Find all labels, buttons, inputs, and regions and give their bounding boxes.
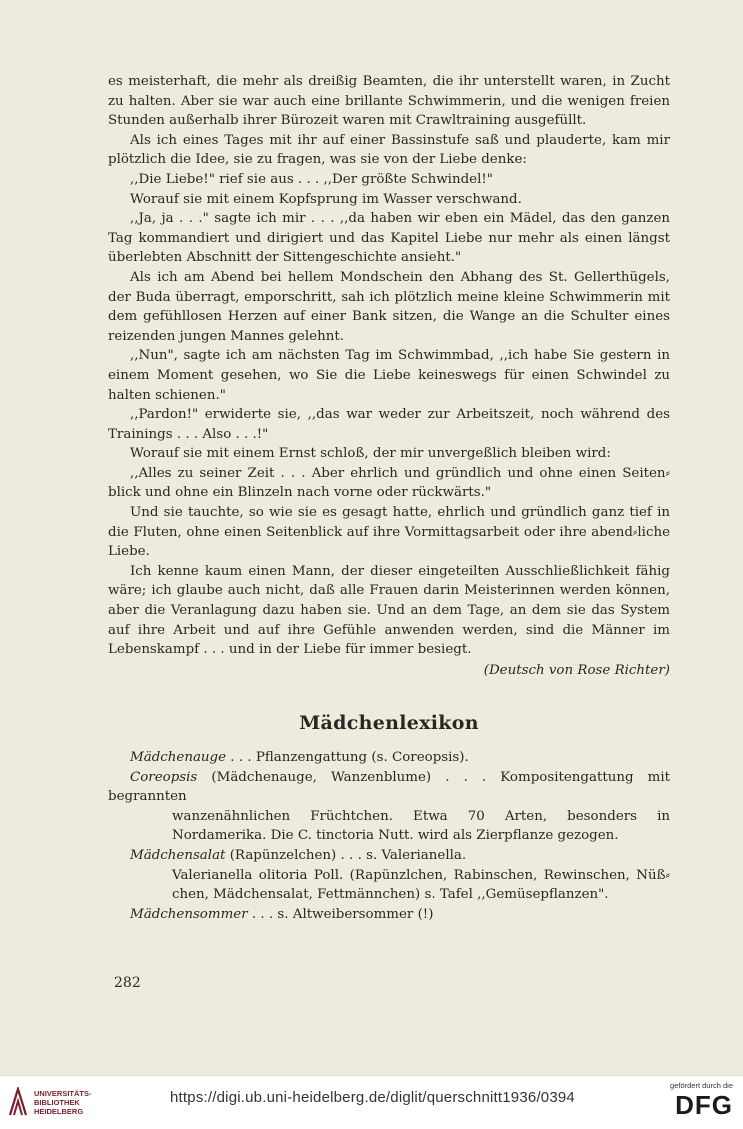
lexicon-definition: (Mädchenauge, Wanzenblume) . . . Kompositengattung mit begrannten: [108, 769, 670, 805]
paragraph-6: ,,Nun", sagte ich am nächsten Tag im Schwimmbad, ,,ich habe Sie gestern in einem Moment gesehen, wo Sie die Liebe keineswegs für einen Schwindel zu halten schienen.": [108, 348, 670, 403]
page-text: [108, 72, 670, 924]
paragraph-7: ,,Pardon!" erwiderte sie, ,,das war weder zur Arbeitszeit, noch während des Trainings . . . Also . . .!": [108, 407, 670, 442]
viewer-footer: [0, 1075, 743, 1129]
library-name: [34, 1089, 92, 1116]
lexicon-term: Mädchensalat: [130, 847, 226, 863]
page-number: 282: [114, 975, 141, 991]
library-seal-icon: [8, 1087, 28, 1117]
dfg-wordmark: DFG: [675, 1090, 733, 1120]
paragraph-8: Worauf sie mit einem Ernst schloß, der mir unvergeßlich bleiben wird:: [130, 446, 611, 462]
paragraph-11: Ich kenne kaum einen Mann, der dieser eingeteilten Ausschließlichkeit fähig wäre; ich glaube auch nicht, daß alle Frauen darin Meisterinnen werden können, aber die Veranlagung dazu haben sie. Und an dem Tage, an dem sie das System auf ihre Arbeit und auf ihre Gefühle anwenden werden, sind die Männer im Lebenskampf . . . und in der Liebe für immer besiegt.: [108, 563, 670, 658]
lexicon-term: Mädchensommer: [130, 906, 248, 922]
lexicon-entry: [108, 748, 670, 768]
dfg-logo[interactable]: [670, 1081, 733, 1120]
section-title: Mädchenlexikon: [299, 712, 479, 735]
paragraph-10: Und sie tauchte, so wie sie es gesagt hatte, ehrlich und gründlich ganz tief in die Fluten, ohne einen Seitenblick auf ihre Vormittagsarbeit oder ihre abend⸗liche Liebe.: [108, 505, 670, 560]
library-name-line: HEIDELBERG: [34, 1107, 84, 1116]
paragraph-3: Worauf sie mit einem Kopfsprung im Wasser verschwand.: [130, 191, 522, 207]
library-name-line: UNIVERSITÄTS-: [34, 1089, 92, 1098]
paragraph-1: Als ich eines Tages mit ihr auf einer Bassinstufe saß und plauderte, kam mir plötzlich die Idee, sie zu fragen, was sie von der Liebe denke:: [108, 132, 670, 168]
library-logo[interactable]: [8, 1083, 108, 1123]
lexicon-continuation: Valerianella olitoria Poll. (Rapünzlchen, Rabinschen, Rewinschen, Nüß⸗chen, Mädchensalat, Fettmännchen) s. Tafel ,,Gemüsepflanzen".: [172, 867, 670, 903]
paragraph-0: es meisterhaft, die mehr als dreißig Beamten, die ihr unterstellt waren, in Zucht zu halten. Aber sie war auch eine brillante Schwimmerin, und die wenigen freien Stunden außerhalb ihrer Bürozeit waren mit Crawltraining ausgefüllt.: [108, 74, 670, 129]
lexicon-definition: . . . Pflanzengattung (s. Coreopsis).: [226, 750, 469, 765]
funded-by-label: gefördert durch die: [670, 1081, 733, 1090]
paragraph-4: ,,Ja, ja . . ." sagte ich mir . . . ,,da haben wir eben ein Mädel, das den ganzen Tag kommandiert und dirigiert und das Kapitel Liebe nur mehr als einen längst überlebten Abschnitt der Sittengeschichte ansieht.": [108, 211, 670, 266]
paragraph-2: ,,Die Liebe!" rief sie aus . . . ,,Der größte Schwindel!": [130, 171, 493, 187]
lexicon-term: Coreopsis: [130, 769, 198, 785]
lexicon-entry: [108, 846, 670, 905]
lexicon-definition: . . . s. Altweibersommer (!): [247, 906, 434, 922]
paragraph-9: ,,Alles zu seiner Zeit . . . Aber ehrlich und gründlich und ohne einen Seiten⸗blick und ohne ein Blinzeln nach vorne oder rückwärts.": [108, 465, 670, 501]
lexicon-entry: [108, 768, 670, 846]
lexicon-term: Mädchenauge: [130, 750, 227, 765]
permalink[interactable]: https://digi.ub.uni-heidelberg.de/diglit/querschnitt1936/0394: [170, 1089, 575, 1106]
lexicon-entry: [108, 905, 670, 925]
lexicon-continuation: wanzenähnlichen Früchtchen. Etwa 70 Arten, besonders in Nordamerika. Die C. tinctoria Nutt. wird als Zierpflanze gezogen.: [172, 808, 670, 844]
lexicon-definition: (Rapünzelchen) . . . s. Valerianella.: [225, 847, 467, 863]
paragraph-5: Als ich am Abend bei hellem Mondschein den Abhang des St. Gellerthügels, der Buda überragt, emporschritt, sah ich plötzlich meine kleine Schwimmerin mit dem gefühllosen Herzen auf einer Bank sitzen, die Wange an die Schulter eines reizenden jungen Mannes gelehnt.: [108, 269, 670, 344]
library-name-line: BIBLIOTHEK: [34, 1098, 80, 1107]
attribution: (Deutsch von Rose Richter): [483, 662, 670, 678]
